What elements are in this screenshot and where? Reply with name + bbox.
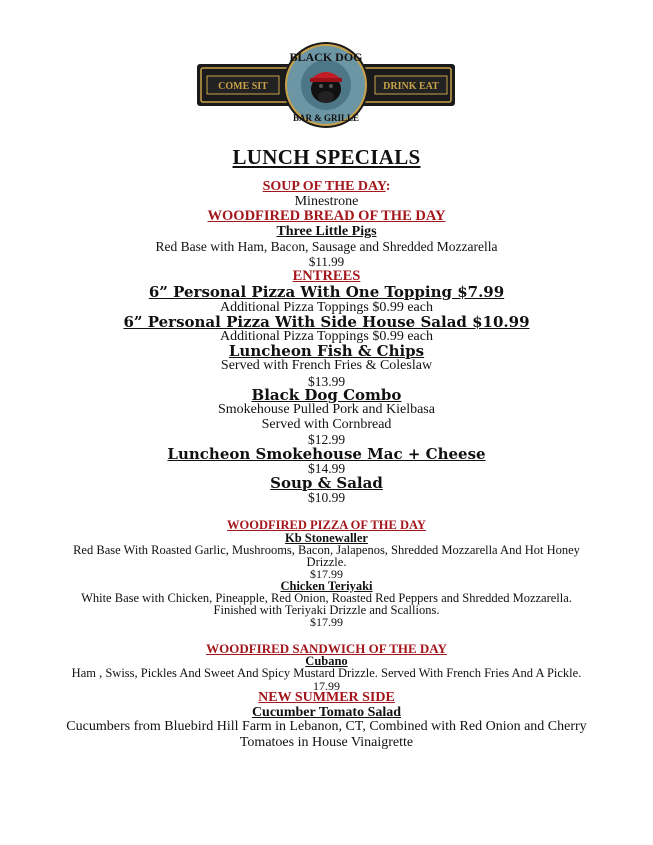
page-title: LUNCH SPECIALS	[232, 145, 421, 169]
pizza-day-p2-desc1: White Base with Chicken, Pineapple, Red Onion, Roasted Red Peppers and Shredded Mozzarella.	[81, 591, 572, 605]
bread-price: $11.99	[308, 254, 345, 269]
pizza-day-p1-price: $17.99	[310, 567, 343, 581]
combo-desc2: Served with Cornbread	[261, 417, 392, 432]
pizza-day-heading: WOODFIRED PIZZA OF THE DAY	[227, 518, 426, 532]
pizza1-note: Additional Pizza Toppings $0.99 each	[219, 300, 433, 315]
logo-right-text: DRINK EAT	[383, 81, 439, 92]
mac-name: Luncheon Smokehouse Mac + Cheese	[167, 445, 486, 463]
summer-side-heading: NEW SUMMER SIDE	[258, 690, 395, 705]
logo-left-text: COME SIT	[218, 81, 268, 92]
soup-heading-line	[0, 178, 653, 195]
summer-side-desc2: Tomatoes in House Vinaigrette	[239, 735, 414, 750]
fish-name: Luncheon Fish & Chips	[228, 342, 425, 360]
soup-salad-name: Soup & Salad	[270, 474, 383, 492]
soup-colon: :	[385, 179, 391, 194]
bread-name: Three Little Pigs	[276, 224, 377, 239]
pizza-day-p1-desc1: Red Base With Roasted Garlic, Mushrooms, Bacon, Jalapenos, Shredded Mozzarella And Hot Honey	[73, 543, 580, 557]
sandwich-name: Cubano	[305, 654, 348, 668]
sandwich-heading: WOODFIRED SANDWICH OF THE DAY	[206, 641, 447, 656]
bread-desc: Red Base with Ham, Bacon, Sausage and Shredded Mozzarella	[155, 239, 498, 254]
sandwich-price: 17.99	[313, 679, 340, 693]
black-dog-logo	[197, 42, 455, 128]
logo-top-text: BLACK DOG	[289, 50, 363, 64]
summer-side-desc1: Cucumbers from Bluebird Hill Farm in Lebanon, CT, Combined with Red Onion and Cherry	[66, 719, 587, 734]
combo-price: $12.99	[307, 432, 346, 447]
soup-heading: SOUP OF THE DAY	[262, 179, 386, 194]
combo-desc1: Smokehouse Pulled Pork and Kielbasa	[218, 402, 435, 417]
pizza-day-p2-desc2: Finished with Teriyaki Drizzle and Scallions.	[213, 603, 440, 617]
combo-name: Black Dog Combo	[251, 386, 402, 404]
pizza-day-p1-desc2: Drizzle.	[306, 555, 347, 569]
logo-bottom-text: BAR & GRILLE	[292, 113, 360, 123]
mac-price: $14.99	[307, 461, 346, 476]
pizza2-note: Additional Pizza Toppings $0.99 each	[219, 329, 433, 344]
pizza-day-p1-name: Kb Stonewaller	[285, 531, 368, 545]
soup-item: Minestrone	[294, 194, 359, 209]
sandwich-desc: Ham , Swiss, Pickles And Sweet And Spicy Mustard Drizzle. Served With French Fries And A Pickle.	[71, 666, 582, 680]
entrees-heading: ENTREES	[292, 268, 361, 284]
summer-side-name: Cucumber Tomato Salad	[251, 705, 402, 720]
pizza2-name: 6” Personal Pizza With Side House Salad $10.99	[123, 313, 530, 331]
bread-heading: WOODFIRED BREAD OF THE DAY	[207, 208, 446, 224]
fish-price: $13.99	[307, 374, 346, 389]
soup-salad-price: $10.99	[307, 490, 346, 505]
fish-desc: Served with French Fries & Coleslaw	[220, 358, 433, 373]
pizza-day-p2-name: Chicken Teriyaki	[280, 579, 373, 593]
pizza-day-p2-price: $17.99	[310, 615, 343, 629]
pizza1-name: 6” Personal Pizza With One Topping $7.99	[148, 283, 505, 301]
